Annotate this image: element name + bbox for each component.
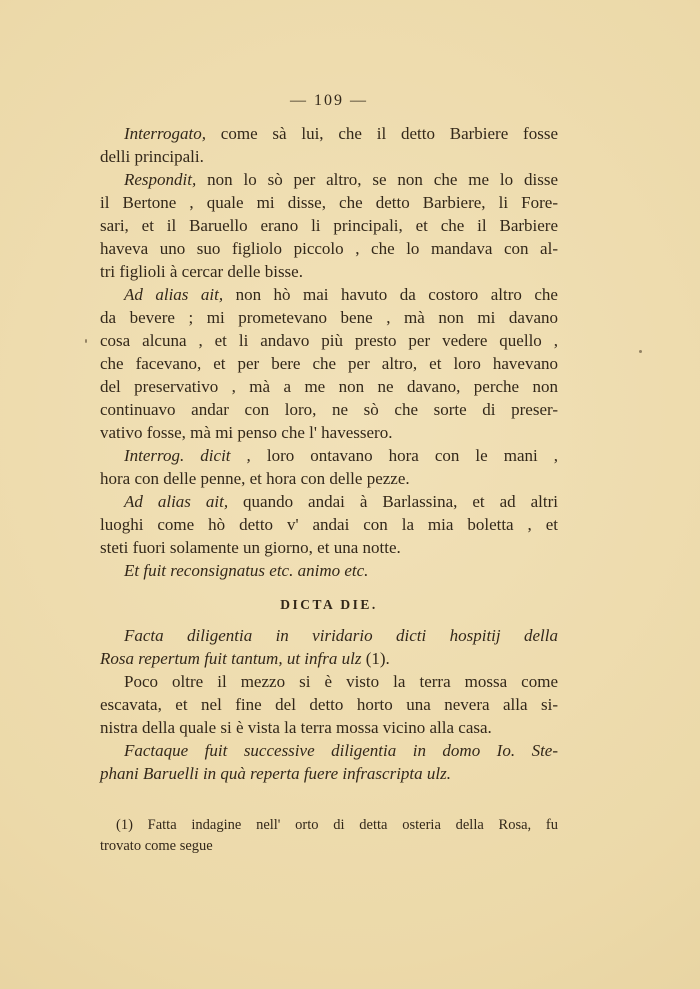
- text-line: [100, 815, 558, 836]
- ink-speck: [85, 339, 87, 343]
- text-segment: come sà lui, che il detto Barbiere fosse: [206, 124, 558, 143]
- text-segment: haveva uno suo figliolo piccolo , che lo mandava con al-: [100, 239, 558, 258]
- body-blocks: [100, 122, 558, 785]
- text-line: [100, 329, 558, 352]
- text-line: [100, 168, 558, 191]
- text-line: [100, 513, 558, 536]
- text-segment: loro ontavano hora con le mani ,: [250, 446, 558, 465]
- text-line: [100, 260, 558, 283]
- section-heading: DICTA DIE.: [280, 597, 378, 612]
- text-segment: delli principali.: [100, 147, 204, 166]
- paragraph: [100, 122, 558, 168]
- page-number: — 109 —: [290, 92, 368, 109]
- text-line: [100, 283, 558, 306]
- text-line: [100, 647, 558, 670]
- text-block: [100, 92, 558, 856]
- text-line: [100, 762, 558, 785]
- text-segment: tri figlioli à cercar delle bisse.: [100, 262, 303, 281]
- text-segment: Facta diligentia in viridario dicti hospitij della: [124, 626, 558, 645]
- text-segment: nistra della quale si è vista la terra mossa vicino alla casa.: [100, 718, 492, 737]
- text-segment: escavata, et nel fine del detto horto una nevera alla si-: [100, 695, 558, 714]
- text-line: [100, 836, 558, 857]
- paragraph: [100, 283, 558, 444]
- text-line: [100, 398, 558, 421]
- text-line: [100, 467, 558, 490]
- text-segment: non hò mai havuto da costoro altro che: [223, 285, 558, 304]
- text-line: [100, 490, 558, 513]
- text-segment: Ad alias ait,: [124, 285, 224, 304]
- text-segment: cosa alcuna , et li andavo più presto per vedere quello ,: [100, 331, 558, 350]
- text-line: [100, 739, 558, 762]
- text-line: [100, 306, 558, 329]
- text-line: [100, 559, 558, 582]
- paragraph: [100, 490, 558, 559]
- text-segment: quando andai à Barlassina, et ad altri: [228, 492, 558, 511]
- text-line: [100, 670, 558, 693]
- text-segment: vativo fosse, mà mi penso che l' havessero.: [100, 423, 393, 442]
- text-line: [100, 237, 558, 260]
- paragraph: [100, 168, 558, 283]
- text-line: [100, 536, 558, 559]
- text-segment: (1) Fatta indagine nell' orto di detta osteria della Rosa, fu: [116, 817, 558, 833]
- text-segment: non lo sò per altro, se non che me lo disse: [196, 170, 558, 189]
- text-segment: (1).: [365, 649, 390, 668]
- text-line: [100, 716, 558, 739]
- paragraph: [100, 670, 558, 739]
- text-segment: sari, et il Baruello erano li principali, et che il Barbiere: [100, 216, 558, 235]
- text-segment: che facevano, et per bere che per altro, et loro havevano: [100, 354, 558, 373]
- text-segment: luoghi come hò detto v' andai con la mia boletta , et: [100, 515, 558, 534]
- text-segment: da bevere ; mi prometevano bene , mà non mi davano: [100, 308, 558, 327]
- text-segment: Et fuit reconsignatus etc. animo etc.: [124, 561, 369, 580]
- text-segment: Interrogato,: [124, 124, 207, 143]
- text-line: [100, 145, 558, 168]
- text-line: [100, 444, 558, 467]
- paragraph: [100, 444, 558, 490]
- paragraph: [100, 624, 558, 670]
- text-segment: Factaque fuit successive diligentia in domo Io. Ste-: [124, 741, 558, 760]
- text-line: [100, 421, 558, 444]
- text-segment: il Bertone , quale mi disse, che detto Barbiere, li Fore-: [100, 193, 558, 212]
- text-line: [100, 624, 558, 647]
- paragraph: [100, 739, 558, 785]
- ink-speck: [639, 350, 642, 353]
- text-segment: Ad alias ait,: [124, 492, 229, 511]
- text-segment: continuavo andar con loro, ne sò che sorte di preser-: [100, 400, 558, 419]
- text-segment: Poco oltre il mezzo si è visto la terra mossa come: [124, 672, 558, 691]
- text-segment: del preservativo , mà a me non ne davano, perche non: [100, 377, 558, 396]
- footnote: [100, 815, 558, 856]
- text-line: [100, 214, 558, 237]
- text-segment: Rosa repertum fuit tantum, ut infra ulz: [100, 649, 366, 668]
- text-segment: phani Baruelli in quà reperta fuere infrascripta ulz.: [100, 764, 451, 783]
- text-line: [100, 693, 558, 716]
- text-line: [100, 352, 558, 375]
- text-line: [100, 191, 558, 214]
- text-line: [100, 375, 558, 398]
- text-segment: steti fuori solamente un giorno, et una notte.: [100, 538, 401, 557]
- text-line: [100, 122, 558, 145]
- text-segment: hora con delle penne, et hora con delle pezze.: [100, 469, 410, 488]
- text-segment: trovato come segue: [100, 837, 213, 854]
- text-segment: Respondit,: [124, 170, 197, 189]
- paragraph: [100, 559, 558, 582]
- text-segment: Interrog. dicit ,: [124, 446, 251, 465]
